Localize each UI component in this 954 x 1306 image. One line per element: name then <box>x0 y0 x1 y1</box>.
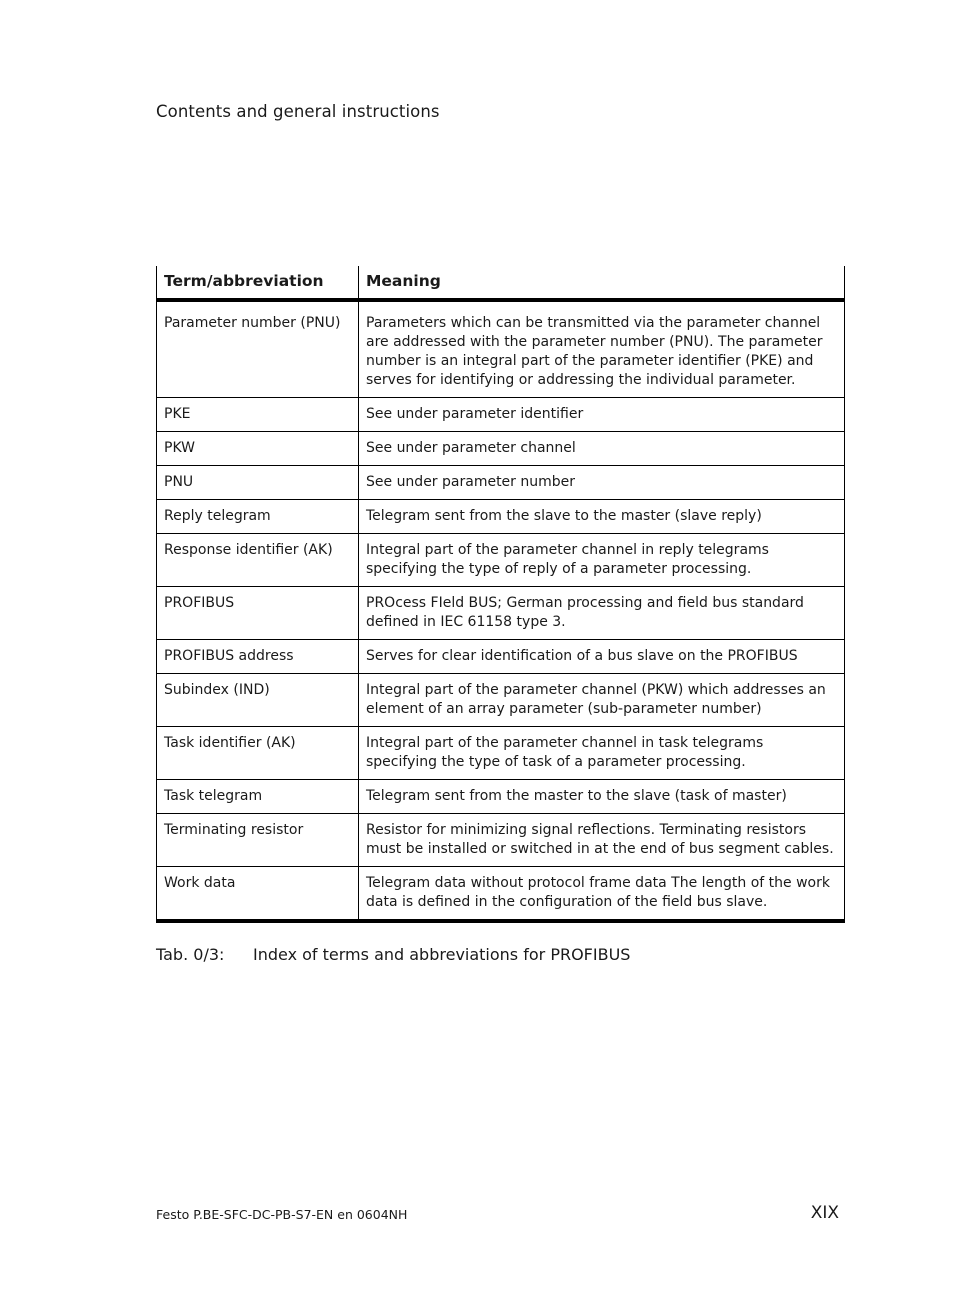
terms-table <box>156 266 845 923</box>
table-row <box>157 534 845 587</box>
term-cell: PROFIBUS <box>157 587 359 640</box>
table-row <box>157 300 845 398</box>
term-cell: PROFIBUS address <box>157 640 359 674</box>
table-row <box>157 432 845 466</box>
table-header-row <box>157 266 845 300</box>
footer-page-number: XIX <box>810 1203 839 1223</box>
table-row <box>157 674 845 727</box>
term-cell: PKW <box>157 432 359 466</box>
caption-text: Index of terms and abbreviations for PROFIBUS <box>253 945 631 964</box>
table-row <box>157 814 845 867</box>
footer-document-id: Festo P.BE-SFC-DC-PB-S7-EN en 0604NH <box>156 1207 408 1222</box>
meaning-cell: See under parameter channel <box>359 432 845 466</box>
term-cell: PKE <box>157 398 359 432</box>
meaning-cell: See under parameter number <box>359 466 845 500</box>
column-header-term: Term/abbreviation <box>157 266 359 300</box>
column-header-meaning: Meaning <box>359 266 845 300</box>
running-header-title: Contents and general instructions <box>156 102 440 121</box>
meaning-cell: Resistor for minimizing signal reflections. Terminating resistors must be installed or switched in at the end of bus segment cables. <box>359 814 845 867</box>
meaning-cell: Telegram sent from the slave to the master (slave reply) <box>359 500 845 534</box>
meaning-cell: Telegram data without protocol frame data The length of the work data is defined in the configuration of the field bus slave. <box>359 867 845 922</box>
table-row <box>157 780 845 814</box>
meaning-cell: Integral part of the parameter channel in task telegrams specifying the type of task of a parameter processing. <box>359 727 845 780</box>
table-row <box>157 466 845 500</box>
term-cell: Task identifier (AK) <box>157 727 359 780</box>
table-caption <box>156 945 630 964</box>
meaning-cell: Integral part of the parameter channel (PKW) which addresses an element of an array parameter (sub-parameter number) <box>359 674 845 727</box>
meaning-cell: PROcess FIeld BUS; German processing and field bus standard defined in IEC 61158 type 3. <box>359 587 845 640</box>
table-row <box>157 587 845 640</box>
table-row <box>157 867 845 922</box>
meaning-cell: Integral part of the parameter channel in reply telegrams specifying the type of reply of a parameter processing. <box>359 534 845 587</box>
caption-label: Tab. 0/3: <box>156 945 225 964</box>
table-row <box>157 727 845 780</box>
table-row <box>157 398 845 432</box>
term-cell: Parameter number (PNU) <box>157 300 359 398</box>
meaning-cell: Serves for clear identification of a bus slave on the PROFIBUS <box>359 640 845 674</box>
term-cell: Work data <box>157 867 359 922</box>
term-cell: Task telegram <box>157 780 359 814</box>
term-cell: Reply telegram <box>157 500 359 534</box>
table-row <box>157 640 845 674</box>
term-cell: Terminating resistor <box>157 814 359 867</box>
meaning-cell: Telegram sent from the master to the slave (task of master) <box>359 780 845 814</box>
term-cell: Subindex (IND) <box>157 674 359 727</box>
term-cell: Response identifier (AK) <box>157 534 359 587</box>
table-row <box>157 500 845 534</box>
meaning-cell: Parameters which can be transmitted via the parameter channel are addressed with the parameter number (PNU). The parameter number is an integral part of the parameter identifier (PKE) and serves for identifying or addressing the individual parameter. <box>359 300 845 398</box>
meaning-cell: See under parameter identifier <box>359 398 845 432</box>
term-cell: PNU <box>157 466 359 500</box>
